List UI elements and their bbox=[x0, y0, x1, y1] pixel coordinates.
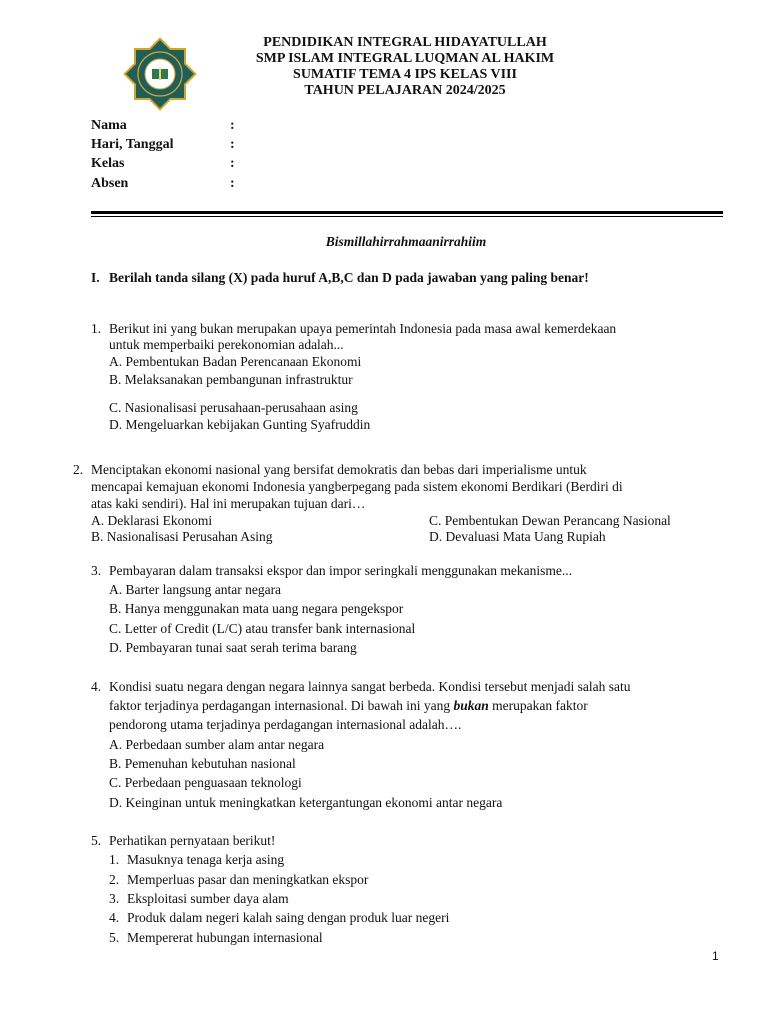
question-text-line: Berikut ini yang bukan merupakan upaya pemerintah Indonesia pada masa awal kemerdekaan bbox=[109, 321, 617, 336]
field-label-nama: Nama bbox=[91, 118, 127, 133]
question-number: 5. bbox=[91, 833, 102, 848]
statement-number: 1. bbox=[109, 852, 120, 867]
question-text-segment: merupakan faktor bbox=[488, 698, 588, 713]
school-name: SMP ISLAM INTEGRAL LUQMAN AL HAKIM bbox=[255, 51, 555, 66]
answer-option: A. Perbedaan sumber alam antar negara bbox=[109, 737, 325, 752]
page-number: 1 bbox=[712, 949, 719, 963]
statement-text: Eksploitasi sumber daya alam bbox=[127, 891, 289, 906]
header-divider-thick bbox=[91, 211, 723, 214]
question-text-line: atas kaki sendiri). Hal ini merupakan tujuan dari… bbox=[91, 496, 366, 511]
answer-option: B. Melaksanakan pembangunan infrastruktur bbox=[109, 372, 353, 387]
question-text-line: Kondisi suatu negara dengan negara lainnya sangat berbeda. Kondisi tersebut menjadi salah satu bbox=[109, 679, 631, 694]
answer-option: D. Pembayaran tunai saat serah terima barang bbox=[109, 640, 357, 655]
statement-number: 3. bbox=[109, 891, 120, 906]
statement-text: Masuknya tenaga kerja asing bbox=[127, 852, 285, 867]
header-divider-thin bbox=[91, 216, 723, 217]
exam-title: SUMATIF TEMA 4 IPS KELAS VIII bbox=[293, 67, 517, 82]
field-colon: : bbox=[230, 176, 235, 191]
answer-option: D. Devaluasi Mata Uang Rupiah bbox=[429, 529, 606, 544]
question-number: 2. bbox=[73, 462, 84, 477]
question-text-line: mencapai kemajuan ekonomi Indonesia yangberpegang pada sistem ekonomi Berdikari (Berdiri di bbox=[91, 479, 623, 494]
question-text-line: Perhatikan pernyataan berikut! bbox=[109, 833, 276, 848]
field-label-kelas: Kelas bbox=[91, 156, 125, 171]
answer-option: C. Nasionalisasi perusahaan-perusahaan asing bbox=[109, 400, 358, 415]
field-label-hari-tanggal: Hari, Tanggal bbox=[91, 137, 174, 152]
answer-option: A. Pembentukan Badan Perencanaan Ekonomi bbox=[109, 354, 362, 369]
field-label-absen: Absen bbox=[91, 176, 129, 191]
question-text-segment: faktor terjadinya perdagangan internasional. Di bawah ini yang bbox=[109, 698, 454, 713]
question-text-line: Menciptakan ekonomi nasional yang bersifat demokratis dan bebas dari imperialisme untuk bbox=[91, 462, 587, 477]
question-number: 3. bbox=[91, 563, 102, 578]
field-colon: : bbox=[230, 156, 235, 171]
question-text-line: untuk memperbaiki perekonomian adalah... bbox=[109, 337, 344, 352]
answer-option: C. Letter of Credit (L/C) atau transfer bank internasional bbox=[109, 621, 416, 636]
answer-option: D. Keinginan untuk meningkatkan ketergantungan ekonomi antar negara bbox=[109, 795, 503, 810]
statement-number: 4. bbox=[109, 910, 120, 925]
answer-option: B. Pemenuhan kebutuhan nasional bbox=[109, 756, 296, 771]
question-number: 1. bbox=[91, 321, 102, 336]
field-colon: : bbox=[230, 118, 235, 133]
answer-option: C. Perbedaan penguasaan teknologi bbox=[109, 775, 302, 790]
question-text-line: pendorong utama terjadinya perdagangan internasional adalah…. bbox=[109, 717, 462, 732]
statement-number: 2. bbox=[109, 872, 120, 887]
bismillah-heading: Bismillahirrahmaanirrahiim bbox=[325, 234, 487, 249]
answer-option: B. Nasionalisasi Perusahan Asing bbox=[91, 529, 273, 544]
section-number: I. bbox=[91, 270, 100, 285]
question-number: 4. bbox=[91, 679, 102, 694]
field-colon: : bbox=[230, 137, 235, 152]
question-text-line bbox=[109, 698, 588, 714]
emphasis-bukan: bukan bbox=[453, 698, 489, 713]
academic-year: TAHUN PELAJARAN 2024/2025 bbox=[304, 83, 506, 98]
statement-text: Mempererat hubungan internasional bbox=[127, 930, 323, 945]
answer-option: A. Deklarasi Ekonomi bbox=[91, 513, 213, 528]
statement-text: Memperluas pasar dan meningkatkan ekspor bbox=[127, 872, 369, 887]
school-foundation-title: PENDIDIKAN INTEGRAL HIDAYATULLAH bbox=[263, 35, 547, 50]
statement-number: 5. bbox=[109, 930, 120, 945]
answer-option: A. Barter langsung antar negara bbox=[109, 582, 282, 597]
section-instruction: Berilah tanda silang (X) pada huruf A,B,C dan D pada jawaban yang paling benar! bbox=[109, 270, 589, 285]
question-text-line: Pembayaran dalam transaksi ekspor dan impor seringkali menggunakan mekanisme... bbox=[109, 563, 572, 578]
answer-option: D. Mengeluarkan kebijakan Gunting Syafruddin bbox=[109, 417, 371, 432]
statement-text: Produk dalam negeri kalah saing dengan produk luar negeri bbox=[127, 910, 450, 925]
answer-option: B. Hanya menggunakan mata uang negara pengekspor bbox=[109, 601, 404, 616]
answer-option: C. Pembentukan Dewan Perancang Nasional bbox=[429, 513, 671, 528]
